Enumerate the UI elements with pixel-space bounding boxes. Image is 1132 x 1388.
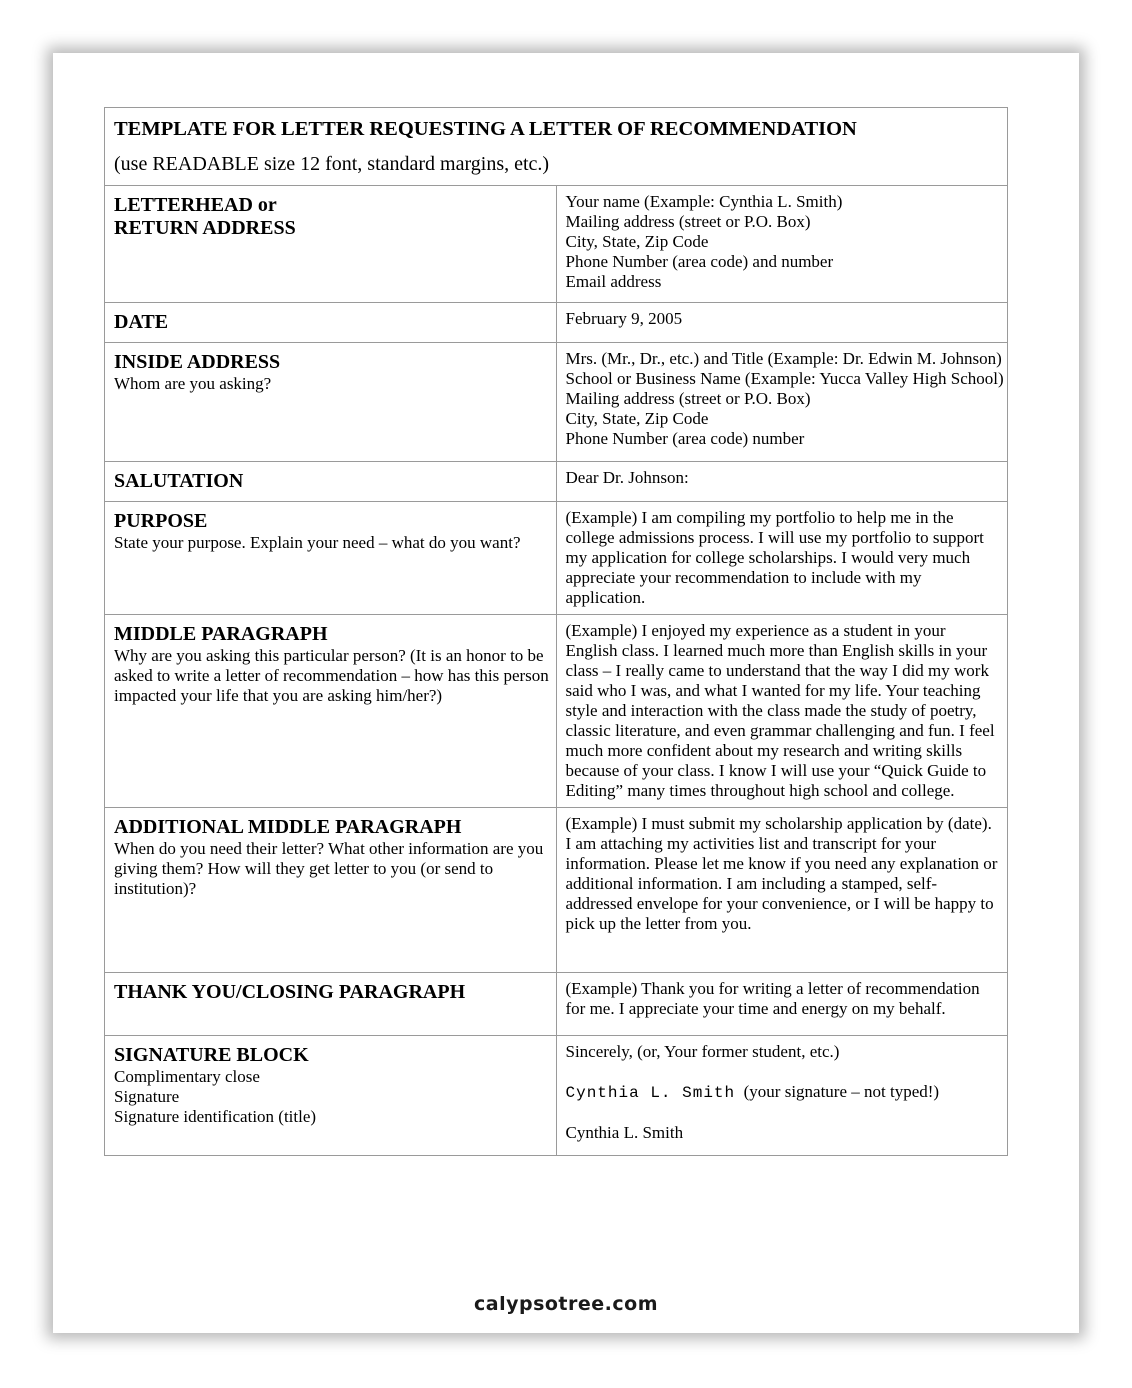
label-cell-middle-paragraph bbox=[105, 615, 557, 808]
table-row-purpose bbox=[105, 502, 1008, 615]
additional-middle-text: (Example) I must submit my scholarship application by (date). I am attaching my activities list and transcript for your information. Please let me know if you need any explanation or additional information. I am including a stamped, self-addressed envelope for your convenience, or I will be happy to pick up the letter from you. bbox=[565, 814, 998, 933]
letterhead-line: Phone Number (area code) and number bbox=[565, 252, 834, 271]
signature-line bbox=[566, 1082, 1002, 1103]
title-cell bbox=[105, 108, 1008, 186]
inside-address-line: Mrs. (Mr., Dr., etc.) and Title (Example: Dr. Edwin M. Johnson) bbox=[565, 349, 1002, 368]
label-middle-paragraph: MIDDLE PARAGRAPH bbox=[114, 623, 328, 645]
purpose-text: (Example) I am compiling my portfolio to help me in the college admissions process. I will use my portfolio to support my application for college scholarships. I would very much appreciate your recommendation to include with my application. bbox=[565, 508, 984, 607]
label-signature-block: SIGNATURE BLOCK bbox=[114, 1044, 309, 1066]
label-cell-additional-middle bbox=[105, 808, 557, 973]
label-cell-salutation bbox=[105, 462, 557, 502]
document-page bbox=[53, 53, 1079, 1333]
footer-site-name: calypsotree.com bbox=[473, 1293, 658, 1315]
label-cell-inside-address bbox=[105, 343, 557, 462]
table-row-signature-block bbox=[105, 1036, 1008, 1156]
content-cell-letterhead bbox=[556, 186, 1008, 303]
content-cell-salutation bbox=[556, 462, 1008, 502]
complimentary-close: Sincerely, (or, Your former student, etc.) bbox=[565, 1042, 840, 1061]
signature-sub-line: Complimentary close bbox=[114, 1067, 260, 1086]
letterhead-line: City, State, Zip Code bbox=[565, 232, 709, 251]
label-date: DATE bbox=[114, 311, 169, 333]
title-row bbox=[105, 108, 1008, 186]
label-purpose: PURPOSE bbox=[114, 510, 208, 532]
signature-mono: Cynthia L. Smith bbox=[565, 1084, 736, 1102]
document-title: TEMPLATE FOR LETTER REQUESTING A LETTER OF RECOMMENDATION bbox=[114, 118, 857, 140]
inside-address-line: School or Business Name (Example: Yucca Valley High School) bbox=[565, 369, 1004, 388]
label-cell-closing bbox=[105, 973, 557, 1036]
content-cell-purpose bbox=[556, 502, 1008, 615]
label-salutation: SALUTATION bbox=[114, 470, 244, 492]
label-cell-date bbox=[105, 303, 557, 343]
table-row-additional-middle bbox=[105, 808, 1008, 973]
label-letterhead-line-1: LETTERHEAD or bbox=[114, 194, 277, 216]
signature-note: (your signature – not typed!) bbox=[743, 1082, 940, 1101]
table-row-inside-address bbox=[105, 343, 1008, 462]
document-subtitle: (use READABLE size 12 font, standard margins, etc.) bbox=[114, 153, 550, 175]
salutation-value: Dear Dr. Johnson: bbox=[565, 468, 689, 487]
date-value: February 9, 2005 bbox=[565, 309, 683, 328]
label-cell-purpose bbox=[105, 502, 557, 615]
letterhead-line: Email address bbox=[565, 272, 662, 291]
table-row-closing bbox=[105, 973, 1008, 1036]
template-table bbox=[104, 107, 1008, 1156]
letterhead-line: Mailing address (street or P.O. Box) bbox=[565, 212, 811, 231]
middle-paragraph-text: (Example) I enjoyed my experience as a student in your English class. I learned much more than English skills in your class – I really came to understand that the way I did my work said who I was, and what I wanted for my life. Your teaching style and interaction with the class made the study of poetry, classic literature, and even grammar challenging and fun. I feel much more confident about my research and writing skills because of your class. I know I will use your “Quick Guide to Editing” many times throughout high school and college. bbox=[565, 621, 995, 800]
typed-name: Cynthia L. Smith bbox=[565, 1123, 684, 1142]
table-row-middle-paragraph bbox=[105, 615, 1008, 808]
inside-address-line: Phone Number (area code) number bbox=[565, 429, 805, 448]
label-cell-signature-block bbox=[105, 1036, 557, 1156]
content-cell-additional-middle bbox=[556, 808, 1008, 973]
label-inside-address: INSIDE ADDRESS bbox=[114, 351, 281, 373]
label-middle-paragraph-sub: Why are you asking this particular person? (It is an honor to be asked to write a letter of recommendation – how has this person impacted your life that you are asking him/her?) bbox=[114, 646, 549, 705]
table-row-letterhead bbox=[105, 186, 1008, 303]
letterhead-line: Your name (Example: Cynthia L. Smith) bbox=[565, 192, 843, 211]
table-row-date bbox=[105, 303, 1008, 343]
label-additional-middle: ADDITIONAL MIDDLE PARAGRAPH bbox=[114, 816, 462, 838]
label-purpose-sub: State your purpose. Explain your need – what do you want? bbox=[114, 533, 521, 552]
inside-address-line: Mailing address (street or P.O. Box) bbox=[565, 389, 811, 408]
signature-sub-line: Signature bbox=[114, 1087, 180, 1106]
content-cell-inside-address bbox=[556, 343, 1008, 462]
signature-sub-line: Signature identification (title) bbox=[114, 1107, 317, 1126]
content-cell-signature-block bbox=[556, 1036, 1008, 1156]
inside-address-line: City, State, Zip Code bbox=[565, 409, 709, 428]
closing-text: (Example) Thank you for writing a letter of recommendation for me. I appreciate your time and energy on my behalf. bbox=[565, 979, 980, 1018]
table-row-salutation bbox=[105, 462, 1008, 502]
content-cell-middle-paragraph bbox=[556, 615, 1008, 808]
label-cell-letterhead bbox=[105, 186, 557, 303]
label-inside-address-sub: Whom are you asking? bbox=[114, 374, 272, 393]
content-cell-date bbox=[556, 303, 1008, 343]
label-closing: THANK YOU/CLOSING PARAGRAPH bbox=[114, 981, 466, 1003]
content-cell-closing bbox=[556, 973, 1008, 1036]
label-letterhead-line-2: RETURN ADDRESS bbox=[114, 217, 296, 239]
label-additional-middle-sub: When do you need their letter? What other information are you giving them? How will they get letter to you (or send to institution)? bbox=[114, 839, 544, 898]
